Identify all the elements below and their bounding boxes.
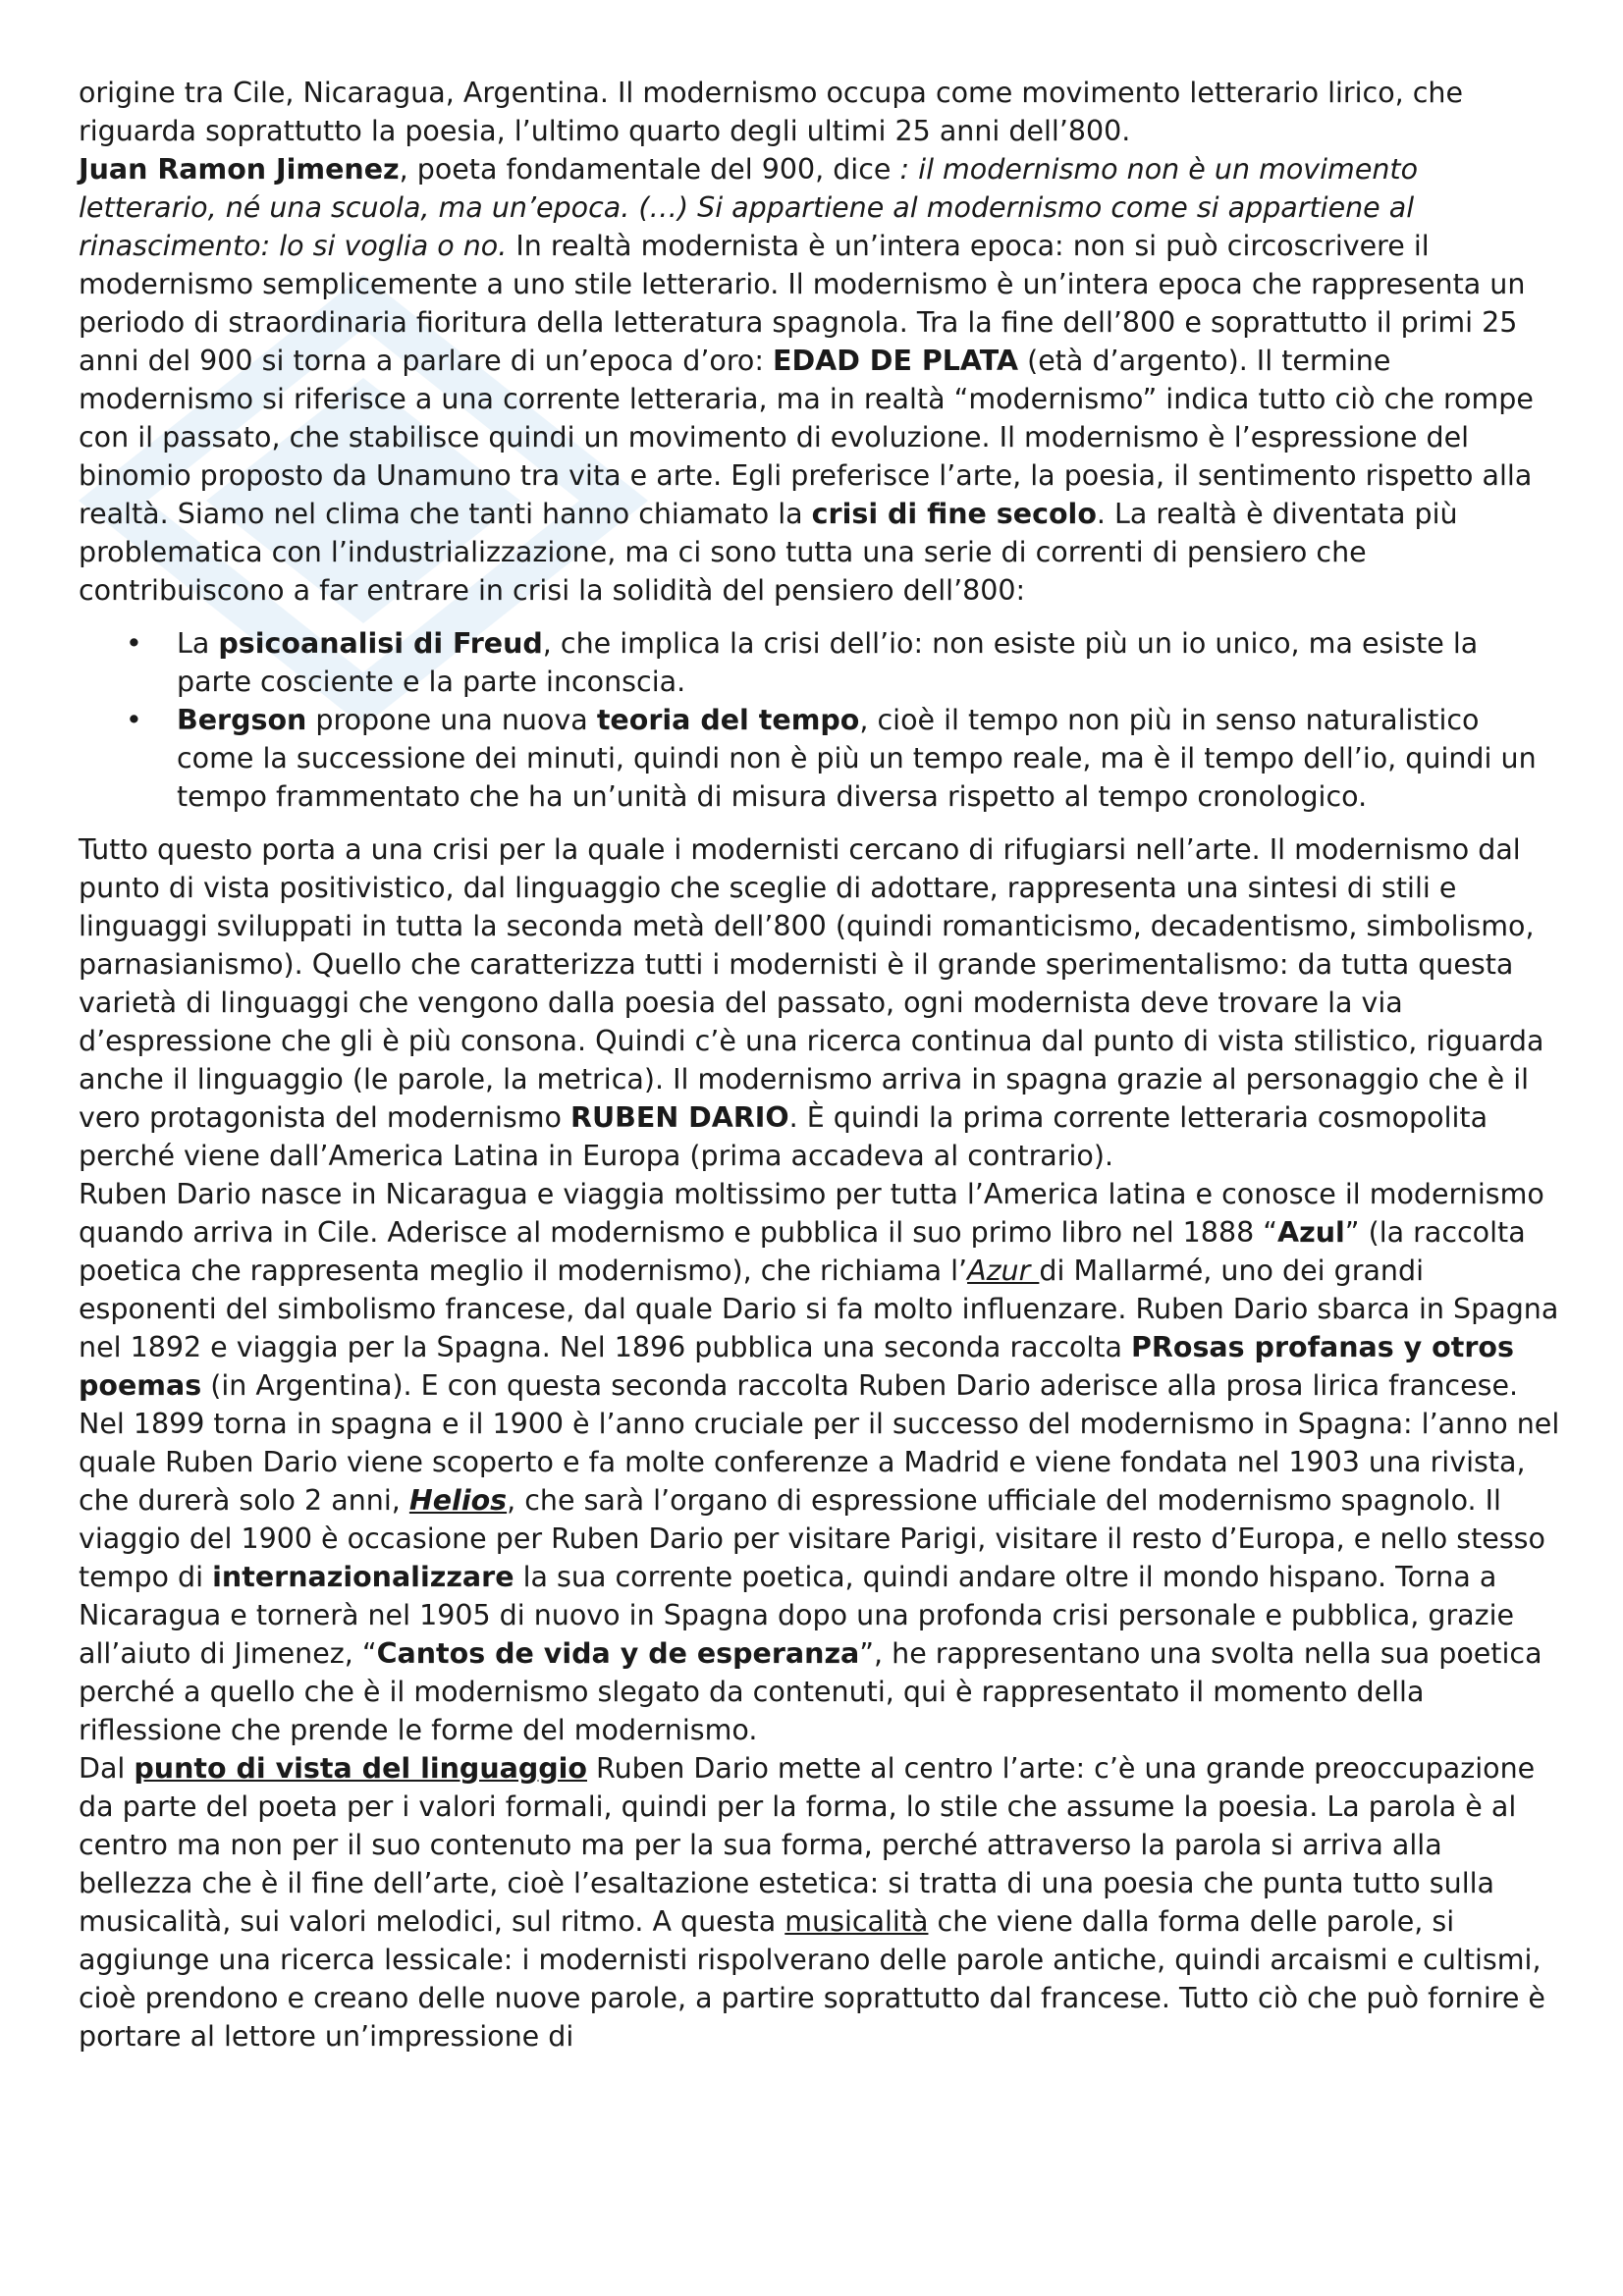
text-run: . È quindi la prima corrente letteraria cosmopolita perché viene dall’America Latina in Europa (prima accadeva al contrario). bbox=[79, 1101, 1488, 1172]
paragraph-ruben-dario bbox=[79, 1175, 1561, 1749]
paragraph-jimenez bbox=[79, 150, 1561, 610]
text-run: la sua corrente poetica, quindi andare oltre il mondo hispano. Torna a Nicaragua e tornerà nel 1905 di nuovo in Spagna dopo una profonda crisi personale e pubblica, grazie all’aiuto di Jimenez, “ bbox=[79, 1561, 1515, 1670]
bullet-list bbox=[79, 624, 1561, 816]
paragraph-intro bbox=[79, 74, 1561, 150]
text-run: origine tra Cile, Nicaragua, Argentina. Il modernismo occupa come movimento letterario lirico, che riguarda soprattutto la poesia, l’ultimo quarto degli ultimi 25 anni dell’800. bbox=[79, 77, 1464, 147]
text-run: , poeta fondamentale del 900, dice bbox=[399, 153, 900, 186]
text-run: ”, he rappresentano una svolta nella sua poetica perché a quello che è il modernismo slegato da contenuti, qui è rappresentato il momento della riflessione che prende le forme del modernismo. bbox=[79, 1637, 1542, 1746]
text-run: che viene dalla forma delle parole, si aggiunge una ricerca lessicale: i modernisti rispolverano delle parole antiche, quindi arcaismi e cultismi, cioè prendono e creano delle nuove parole, a partire soprattutto dal francese. Tutto ciò che può fornire è portare al lettore un’impressione di bbox=[79, 1905, 1545, 2053]
text-run: La bbox=[177, 627, 219, 660]
text-run: (età d’argento). Il termine modernismo si riferisce a una corrente letteraria, ma in realtà “modernismo” indica tutto ciò che rompe con il passato, che stabilisce quindi un movimento di evoluzione. Il modernismo è l’espressione del binomio proposto da Unamuno tra vita e arte. Egli preferisce l’arte, la poesia, il sentimento rispetto alla realtà. Siamo nel clima che tanti hanno chiamato la bbox=[79, 345, 1534, 530]
bold-run: Azul bbox=[1277, 1216, 1345, 1249]
bold-underline-run: punto di vista del linguaggio bbox=[134, 1752, 587, 1785]
text-run: (in Argentina). E con questa seconda raccolta Ruben Dario aderisce alla prosa lirica francese. Nel 1899 torna in spagna e il 1900 è l’anno cruciale per il successo del modernismo in Spagna: l’anno nel quale Ruben Dario viene scoperto e fa molte conferenze a Madrid e viene fondata nel 1903 una rivista, che durerà solo 2 anni, bbox=[79, 1369, 1560, 1517]
text-run: , che sarà l’organo di espressione ufficiale del modernismo spagnolo. Il viaggio del 1900 è occasione per Ruben Dario per visitare Parigi, visitare il resto d’Europa, e nello stesso tempo di bbox=[79, 1484, 1545, 1593]
list-item bbox=[79, 624, 1561, 701]
italic-underline-run: Azur bbox=[967, 1255, 1040, 1287]
text-run: propone una nuova bbox=[306, 704, 597, 736]
text-run: Tutto questo porta a una crisi per la quale i modernisti cercano di rifugiarsi nell’arte. Il modernismo dal punto di vista positivistico, dal linguaggio che sceglie di adottare, rappresenta una sintesi di stili e linguaggi sviluppati in tutta la seconda metà dell’800 (quindi romanticismo, decadentismo, simbolismo, parnasianismo). Quello che caratterizza tutti i modernisti è il grande sperimentalismo: da tutta questa varietà di linguaggi che vengono dalla poesia del passato, ogni modernista deve trovare la via d’espressione che gli è più consona. Quindi c’è una ricerca continua dal punto di vista stilistico, riguarda anche il linguaggio (le parole, la metrica). Il modernismo arriva in spagna grazie al personaggio che è il vero protagonista del modernismo bbox=[79, 833, 1544, 1134]
bold-italic-underline-run: Helios bbox=[408, 1484, 508, 1517]
bold-run: teoria del tempo bbox=[596, 704, 860, 736]
text-run: , che implica la crisi dell’io: non esiste più un io unico, ma esiste la parte cosciente e la parte inconscia. bbox=[177, 627, 1479, 698]
text-run: . La realtà è diventata più problematica con l’industrializzazione, ma ci sono tutta una serie di correnti di pensiero che contribuiscono a far entrare in crisi la solidità del pensiero dell’800: bbox=[79, 498, 1458, 607]
bold-run: Cantos de vida y de esperanza bbox=[376, 1637, 860, 1670]
text-run: ” (la raccolta poetica che rappresenta meglio il modernismo), che richiama l’ bbox=[79, 1216, 1526, 1287]
italic-quote: : il modernismo non è un movimento letterario, né una scuola, ma un’epoca. (…) Si appartiene al modernismo come si appartiene al rinascimento: lo si voglia o no. bbox=[79, 153, 1419, 262]
list-item bbox=[79, 701, 1561, 816]
text-run: di Mallarmé, uno dei grandi esponenti del simbolismo francese, dal quale Dario si fa molto influenzare. Ruben Dario sbarca in Spagna nel 1892 e viaggia per la Spagna. Nel 1896 pubblica una seconda raccolta bbox=[79, 1255, 1559, 1363]
paragraph-crisis bbox=[79, 830, 1561, 1175]
bold-run: internazionalizzare bbox=[212, 1561, 514, 1593]
bold-run: Juan Ramon Jimenez bbox=[79, 153, 400, 186]
text-run: , cioè il tempo non più in senso naturalistico come la successione dei minuti, quindi non è più un tempo reale, ma è il tempo dell’io, quindi un tempo frammentato che ha un’unità di misura diversa rispetto al tempo cronologico. bbox=[177, 704, 1537, 813]
text-run: In realtà modernista è un’intera epoca: non si può circoscrivere il modernismo semplicemente a uno stile letterario. Il modernismo è un’intera epoca che rappresenta un periodo di straordinaria fioritura della letteratura spagnola. Tra la fine dell’800 e soprattutto il primi 25 anni del 900 si torna a parlare di un’epoca d’oro: bbox=[79, 230, 1526, 377]
underline-run: musicalità bbox=[784, 1905, 929, 1938]
body-text bbox=[79, 74, 1561, 2056]
text-run: Ruben Dario nasce in Nicaragua e viaggia moltissimo per tutta l’America latina e conosce il modernismo quando arriva in Cile. Aderisce al modernismo e pubblica il suo primo libro nel 1888 “ bbox=[79, 1178, 1544, 1249]
bold-run: Bergson bbox=[177, 704, 307, 736]
bullet-icon: • bbox=[126, 704, 142, 736]
paragraph-language bbox=[79, 1749, 1561, 2056]
bold-run: EDAD DE PLATA bbox=[773, 345, 1019, 377]
bullet-icon: • bbox=[126, 627, 142, 660]
bold-run: PRosas profanas y otros poemas bbox=[79, 1331, 1514, 1402]
text-run: Dal bbox=[79, 1752, 135, 1785]
bold-run: RUBEN DARIO bbox=[570, 1101, 789, 1134]
bold-run: crisi di fine secolo bbox=[811, 498, 1097, 530]
text-run: Ruben Dario mette al centro l’arte: c’è una grande preoccupazione da parte del poeta per i valori formali, quindi per la forma, lo stile che assume la poesia. La parola è al centro ma non per il suo contenuto ma per la sua forma, perché attraverso la parola si arriva alla bellezza che è il fine dell’arte, cioè l’esaltazione estetica: si tratta di una poesia che punta tutto sulla musicalità, sui valori melodici, sul ritmo. A questa bbox=[79, 1752, 1536, 1938]
bold-run: psicoanalisi di Freud bbox=[218, 627, 543, 660]
